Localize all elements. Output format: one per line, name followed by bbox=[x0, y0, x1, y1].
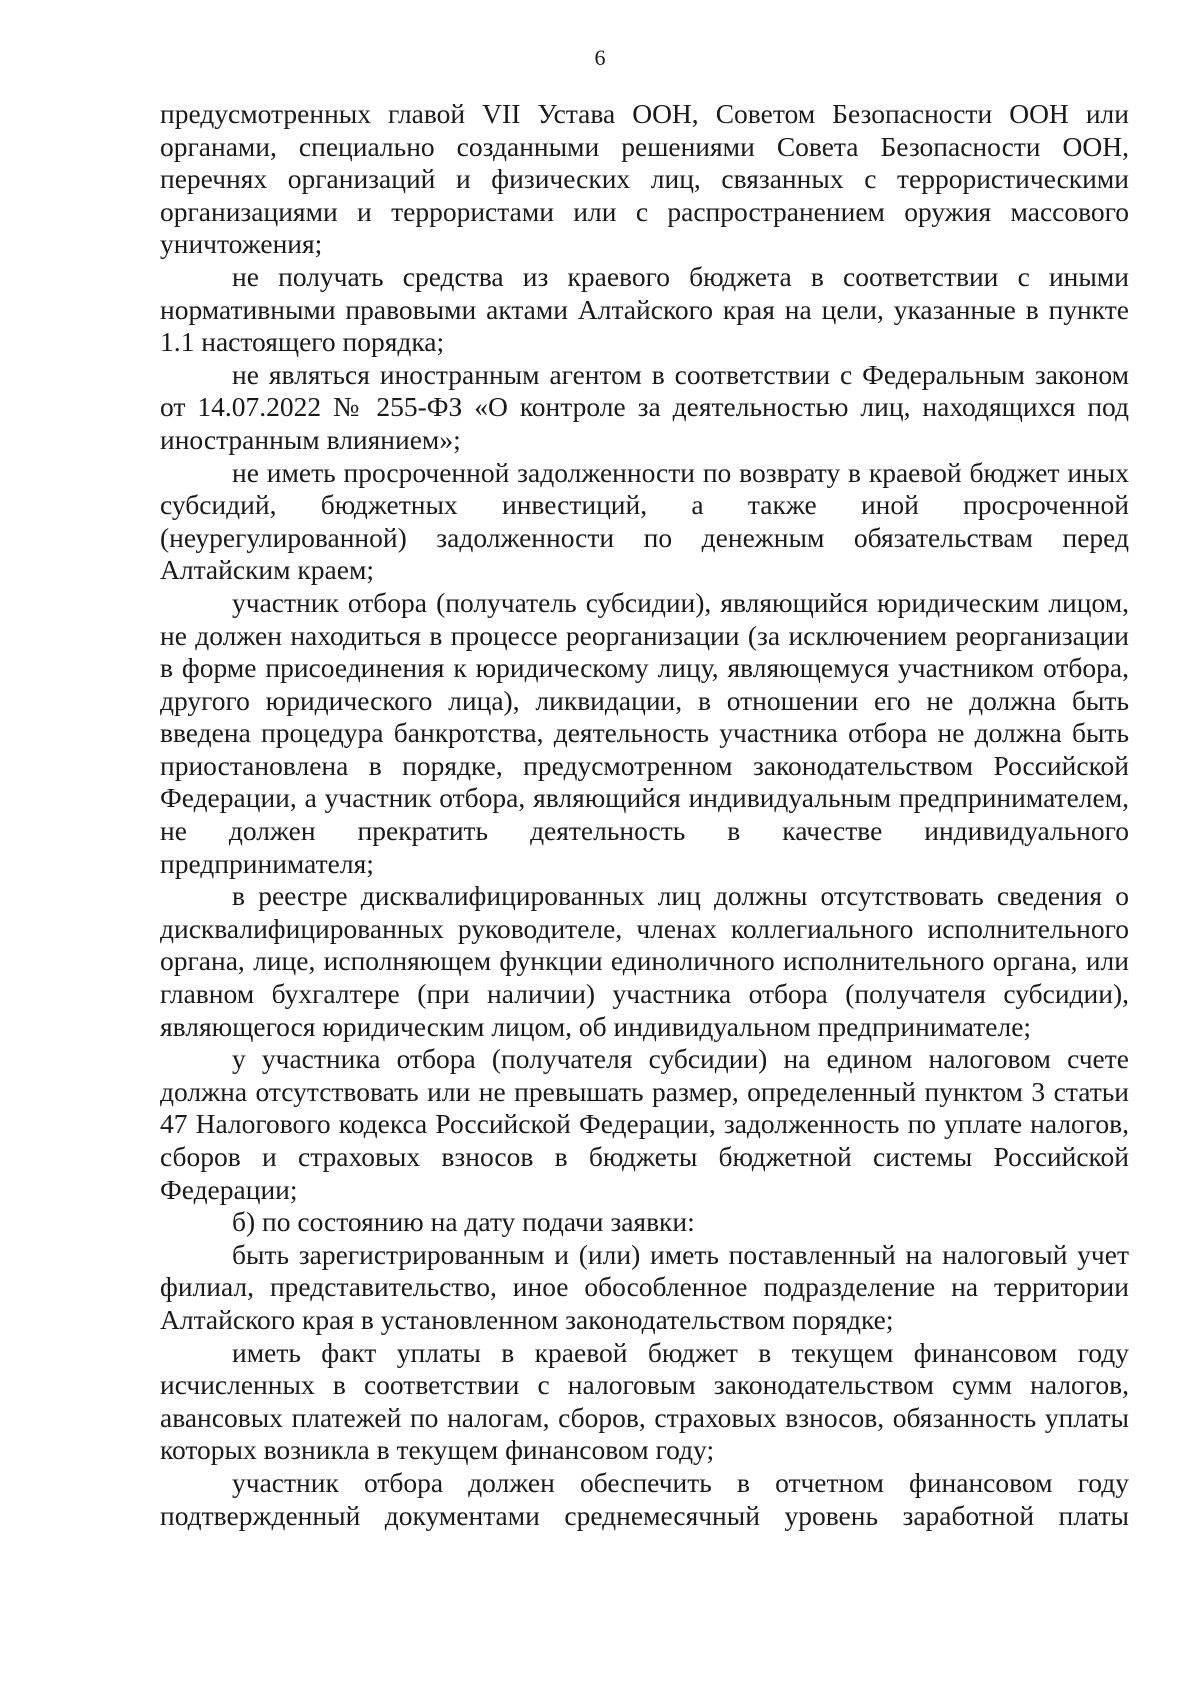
paragraph: предусмотренных главой VII Устава ООН, Советом Безопасности ООН или органами, специально созданными решениями Совета Безопасности ООН, перечнях организаций и физических лиц, связанных с террористическими организациями и террористами или с распространением оружия массового уничтожения; bbox=[160, 98, 1129, 260]
page-number: 6 bbox=[594, 45, 606, 70]
paragraph: в реестре дисквалифицированных лиц должны отсутствовать сведения о дисквалифицированных руководителе, членах коллегиального исполнительного органа, лице, исполняющем функции единоличного исполнительного органа, или главном бухгалтере (при наличии) участника отбора (получателя субсидии), являющегося юридическим лицом, об индивидуальном предпринимателе; bbox=[160, 880, 1129, 1042]
paragraph: участник отбора (получатель субсидии), являющийся юридическим лицом, не должен находиться в процессе реорганизации (за исключением реорганизации в форме присоединения к юридическому лицу, являющемуся участником отбора, другого юридического лица), ликвидации, в отношении его не должна быть введена процедура банкротства, деятельность участника отбора не должна быть приостановлена в порядке, предусмотренном законодательством Российской Федерации, а участник отбора, являющийся индивидуальным предпринимателем, не должен прекратить деятельность в качестве индивидуального предпринимателя; bbox=[160, 586, 1129, 879]
document-body bbox=[160, 98, 1129, 1532]
paragraph: не иметь просроченной задолженности по возврату в краевой бюджет иных субсидий, бюджетных инвестиций, а также иной просроченной (неурегулированной) задолженности по денежным обязательствам перед Алтайским краем; bbox=[160, 456, 1129, 586]
paragraph: иметь факт уплаты в краевой бюджет в текущем финансовом году исчисленных в соответствии с налоговым законодательством сумм налогов, авансовых платежей по налогам, сборов, страховых взносов, обязанность уплаты которых возникла в текущем финансовом году; bbox=[160, 1336, 1129, 1466]
paragraph: у участника отбора (получателя субсидии) на едином налоговом счете должна отсутствовать или не превышать размер, определенный пунктом 3 статьи 47 Налогового кодекса Российской Федерации, задолженность по уплате налогов, сборов и страховых взносов в бюджеты бюджетной системы Российской Федерации; bbox=[160, 1043, 1129, 1205]
paragraph: не получать средства из краевого бюджета в соответствии с иными нормативными правовыми актами Алтайского края на цели, указанные в пункте 1.1 настоящего порядка; bbox=[160, 260, 1129, 358]
paragraph: быть зарегистрированным и (или) иметь поставленный на налоговый учет филиал, представительство, иное обособленное подразделение на территории Алтайского края в установленном законодательством порядке; bbox=[160, 1238, 1129, 1335]
paragraph: не являться иностранным агентом в соответствии с Федеральным законом от 14.07.2022 № 255-ФЗ «О контроле за деятельностью лиц, находящихся под иностранным влиянием»; bbox=[160, 358, 1129, 455]
paragraph: участник отбора должен обеспечить в отчетном финансовом году подтвержденный документами среднемесячный уровень заработной платы bbox=[160, 1466, 1129, 1531]
paragraph: б) по состоянию на дату подачи заявки: bbox=[232, 1206, 695, 1238]
